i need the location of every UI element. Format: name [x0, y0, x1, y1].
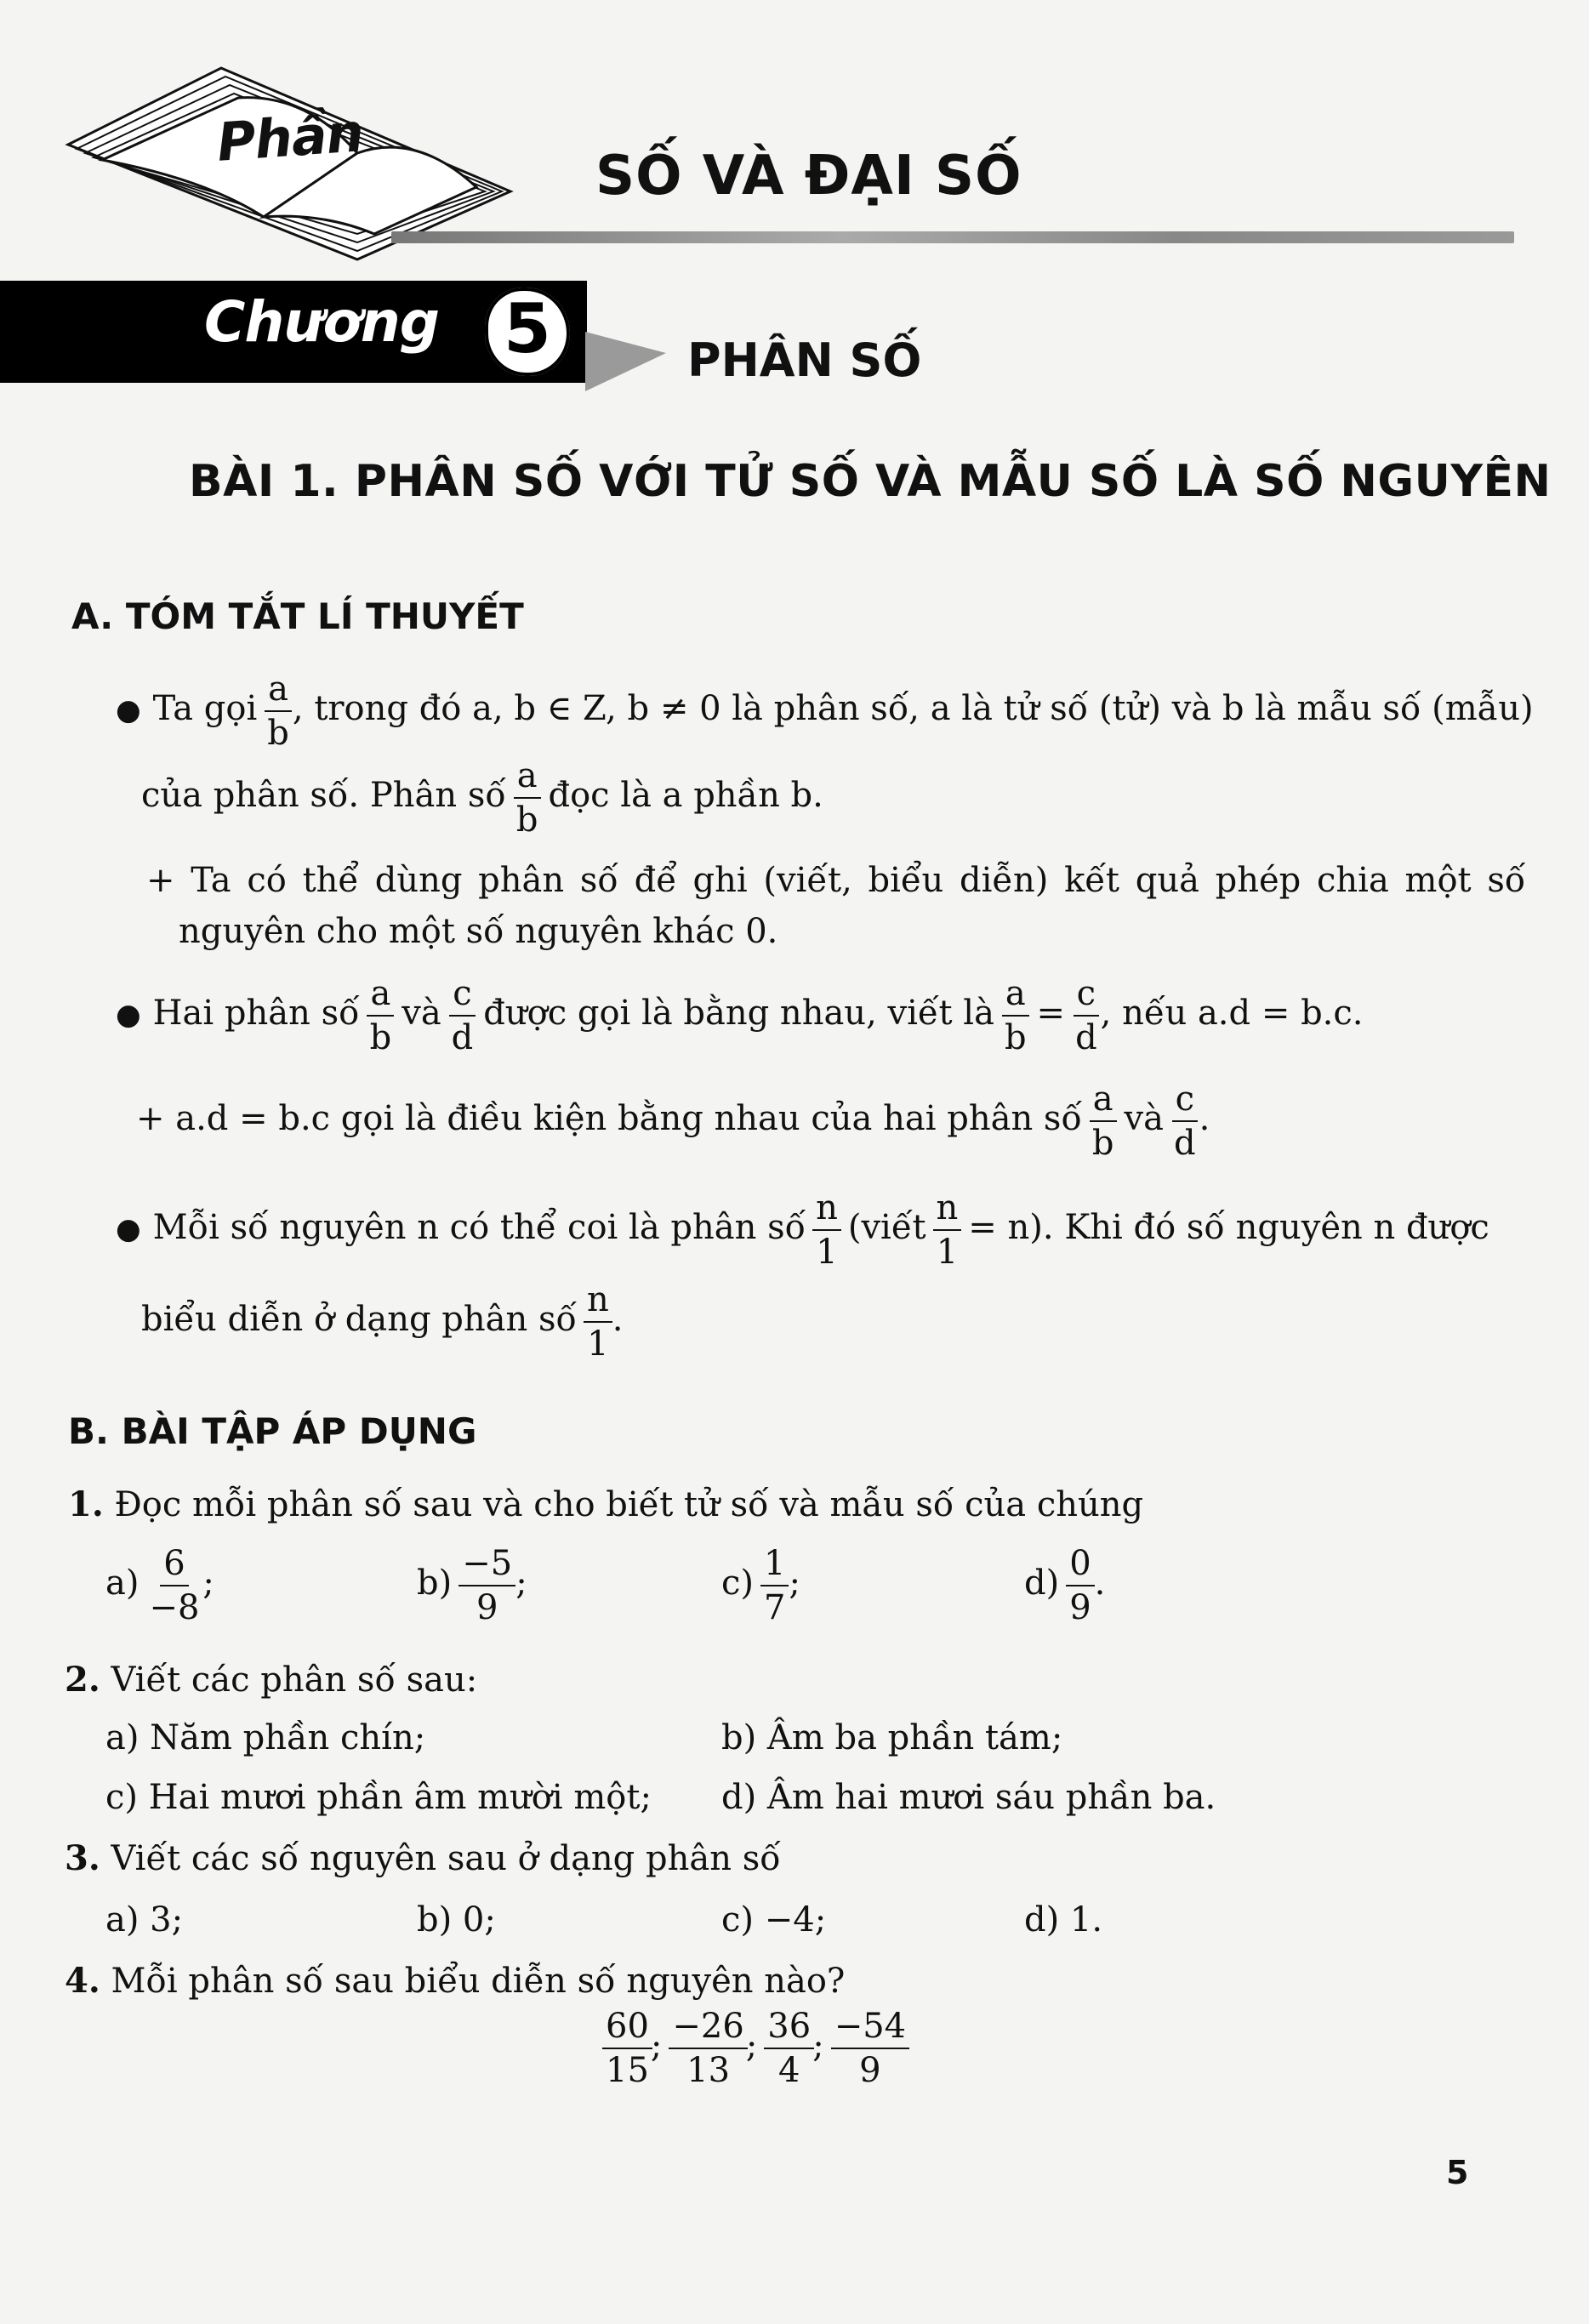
- fraction-c-d: $\frac{c}{d}$: [1170, 1082, 1199, 1160]
- part-title-rule: [391, 231, 1514, 243]
- page-number: 5: [1446, 2154, 1469, 2191]
- chapter-arrow-shape: [585, 332, 670, 391]
- theory-bullet-2: ● Hai phân số $\frac{a}{b}$ và $\frac{c}{d}$ được gọi là bằng nhau, viết là $\frac{a}{b}$ = $\frac{c}{d}$ , nếu a.d = b.c.: [116, 974, 1364, 1057]
- fraction: $\frac{-5}{9}$: [458, 1546, 515, 1625]
- theory-note-2: + a.d = b.c gọi là điều kiện bằng nhau của hai phân số $\frac{a}{b}$ và $\frac{c}{d}$ .: [136, 1079, 1210, 1163]
- lesson-title: BÀI 1. PHÂN SỐ VỚI TỬ SỐ VÀ MẪU SỐ LÀ SỐ NGUYÊN: [189, 456, 1552, 507]
- exercise-4-fractions: $\frac{60}{15}$ ; $\frac{-26}{13}$ ; $\frac{36}{4}$ ; $\frac{-54}{9}$: [595, 2009, 916, 2088]
- theory-bullet-1: ● Ta gọi $\frac{a}{b}$ , trong đó a, b ∈ Z, b ≠ 0 là phân số, a là tử số (tử) và b là mẫu số (mẫu): [116, 669, 1534, 753]
- theory-bullet-1-line2: của phân số. Phân số $\frac{a}{b}$ đọc là a phần b.: [141, 756, 823, 840]
- fraction: $\frac{-54}{9}$: [831, 2009, 909, 2088]
- bullet-dot: ●: [116, 693, 141, 727]
- exercise-3-b: b) 0;: [417, 1900, 496, 1940]
- fraction-c-d: $\frac{c}{d}$: [1072, 977, 1101, 1055]
- fraction-a-b: $\frac{a}{b}$: [1089, 1082, 1118, 1160]
- fraction-n-1: $\frac{n}{1}$: [933, 1191, 962, 1269]
- fraction: $\frac{60}{15}$: [602, 2009, 652, 2088]
- chapter-number: 5: [504, 289, 551, 368]
- exercise-4: 4. Mỗi phân số sau biểu diễn số nguyên nào?: [65, 1961, 846, 2001]
- fraction-a-b: $\frac{a}{b}$: [264, 672, 293, 750]
- theory-note-1-line2: nguyên cho một số nguyên khác 0.: [179, 912, 778, 951]
- bullet-dot: ●: [116, 998, 141, 1032]
- section-b-heading: B. BÀI TẬP ÁP DỤNG: [68, 1410, 477, 1452]
- theory-bullet-3-line2: biểu diễn ở dạng phân số $\frac{n}{1}$ .: [141, 1280, 624, 1364]
- exercise-2: 2. Viết các phân số sau:: [65, 1660, 478, 1700]
- fraction-n-1: $\frac{n}{1}$: [584, 1283, 612, 1361]
- part-word: Phần: [214, 101, 365, 174]
- exercise-1-item-a: a) $\frac{6}{-8}$ ;: [105, 1544, 214, 1627]
- theory-note-1-line1: + Ta có thể dùng phân số để ghi (viết, biểu diễn) kết quả phép chia một số: [146, 861, 1526, 900]
- fraction-n-1: $\frac{n}{1}$: [812, 1191, 841, 1269]
- fraction: $\frac{0}{9}$: [1066, 1546, 1094, 1625]
- fraction-a-b: $\frac{a}{b}$: [367, 977, 396, 1055]
- exercise-3-d: d) 1.: [1024, 1900, 1103, 1940]
- exercise-3-c: c) −4;: [721, 1900, 827, 1940]
- theory-bullet-3: ● Mỗi số nguyên n có thể coi là phân số $\frac{n}{1}$ (viết $\frac{n}{1}$ = n). Khi đó số nguyên n được: [116, 1188, 1489, 1272]
- chapter-word: Chương: [204, 289, 439, 355]
- exercise-1: 1. Đọc mỗi phân số sau và cho biết tử số và mẫu số của chúng: [68, 1484, 1144, 1524]
- exercise-1-item-d: d) $\frac{0}{9}$ .: [1024, 1544, 1106, 1627]
- exercise-1-item-c: c) $\frac{1}{7}$ ;: [721, 1544, 800, 1627]
- exercise-3-a: a) 3;: [105, 1900, 184, 1940]
- fraction: $\frac{1}{7}$: [760, 1546, 789, 1625]
- exercise-1-item-b: b) $\frac{-5}{9}$ ;: [417, 1544, 527, 1627]
- exercise-3: 3. Viết các số nguyên sau ở dạng phân số: [65, 1838, 781, 1878]
- section-a-heading: A. TÓM TẮT LÍ THUYẾT: [71, 595, 524, 637]
- fraction: $\frac{36}{4}$: [764, 2009, 814, 2088]
- exercise-2-b: b) Âm ba phần tám;: [721, 1718, 1063, 1757]
- exercise-2-d: d) Âm hai mươi sáu phần ba.: [721, 1778, 1216, 1817]
- bullet-dot: ●: [116, 1212, 141, 1246]
- exercise-2-a: a) Năm phần chín;: [105, 1718, 426, 1757]
- fraction-c-d: $\frac{c}{d}$: [448, 977, 477, 1055]
- fraction-a-b: $\frac{a}{b}$: [1001, 977, 1030, 1055]
- chapter-title: PHÂN SỐ: [687, 333, 922, 387]
- fraction-a-b: $\frac{a}{b}$: [513, 759, 542, 837]
- exercise-2-c: c) Hai mươi phần âm mười một;: [105, 1778, 652, 1817]
- part-title: SỐ VÀ ĐẠI SỐ: [595, 145, 1022, 208]
- part-header: [51, 51, 1463, 272]
- fraction: $\frac{6}{-8}$: [149, 1544, 200, 1627]
- fraction: $\frac{-26}{13}$: [669, 2009, 747, 2088]
